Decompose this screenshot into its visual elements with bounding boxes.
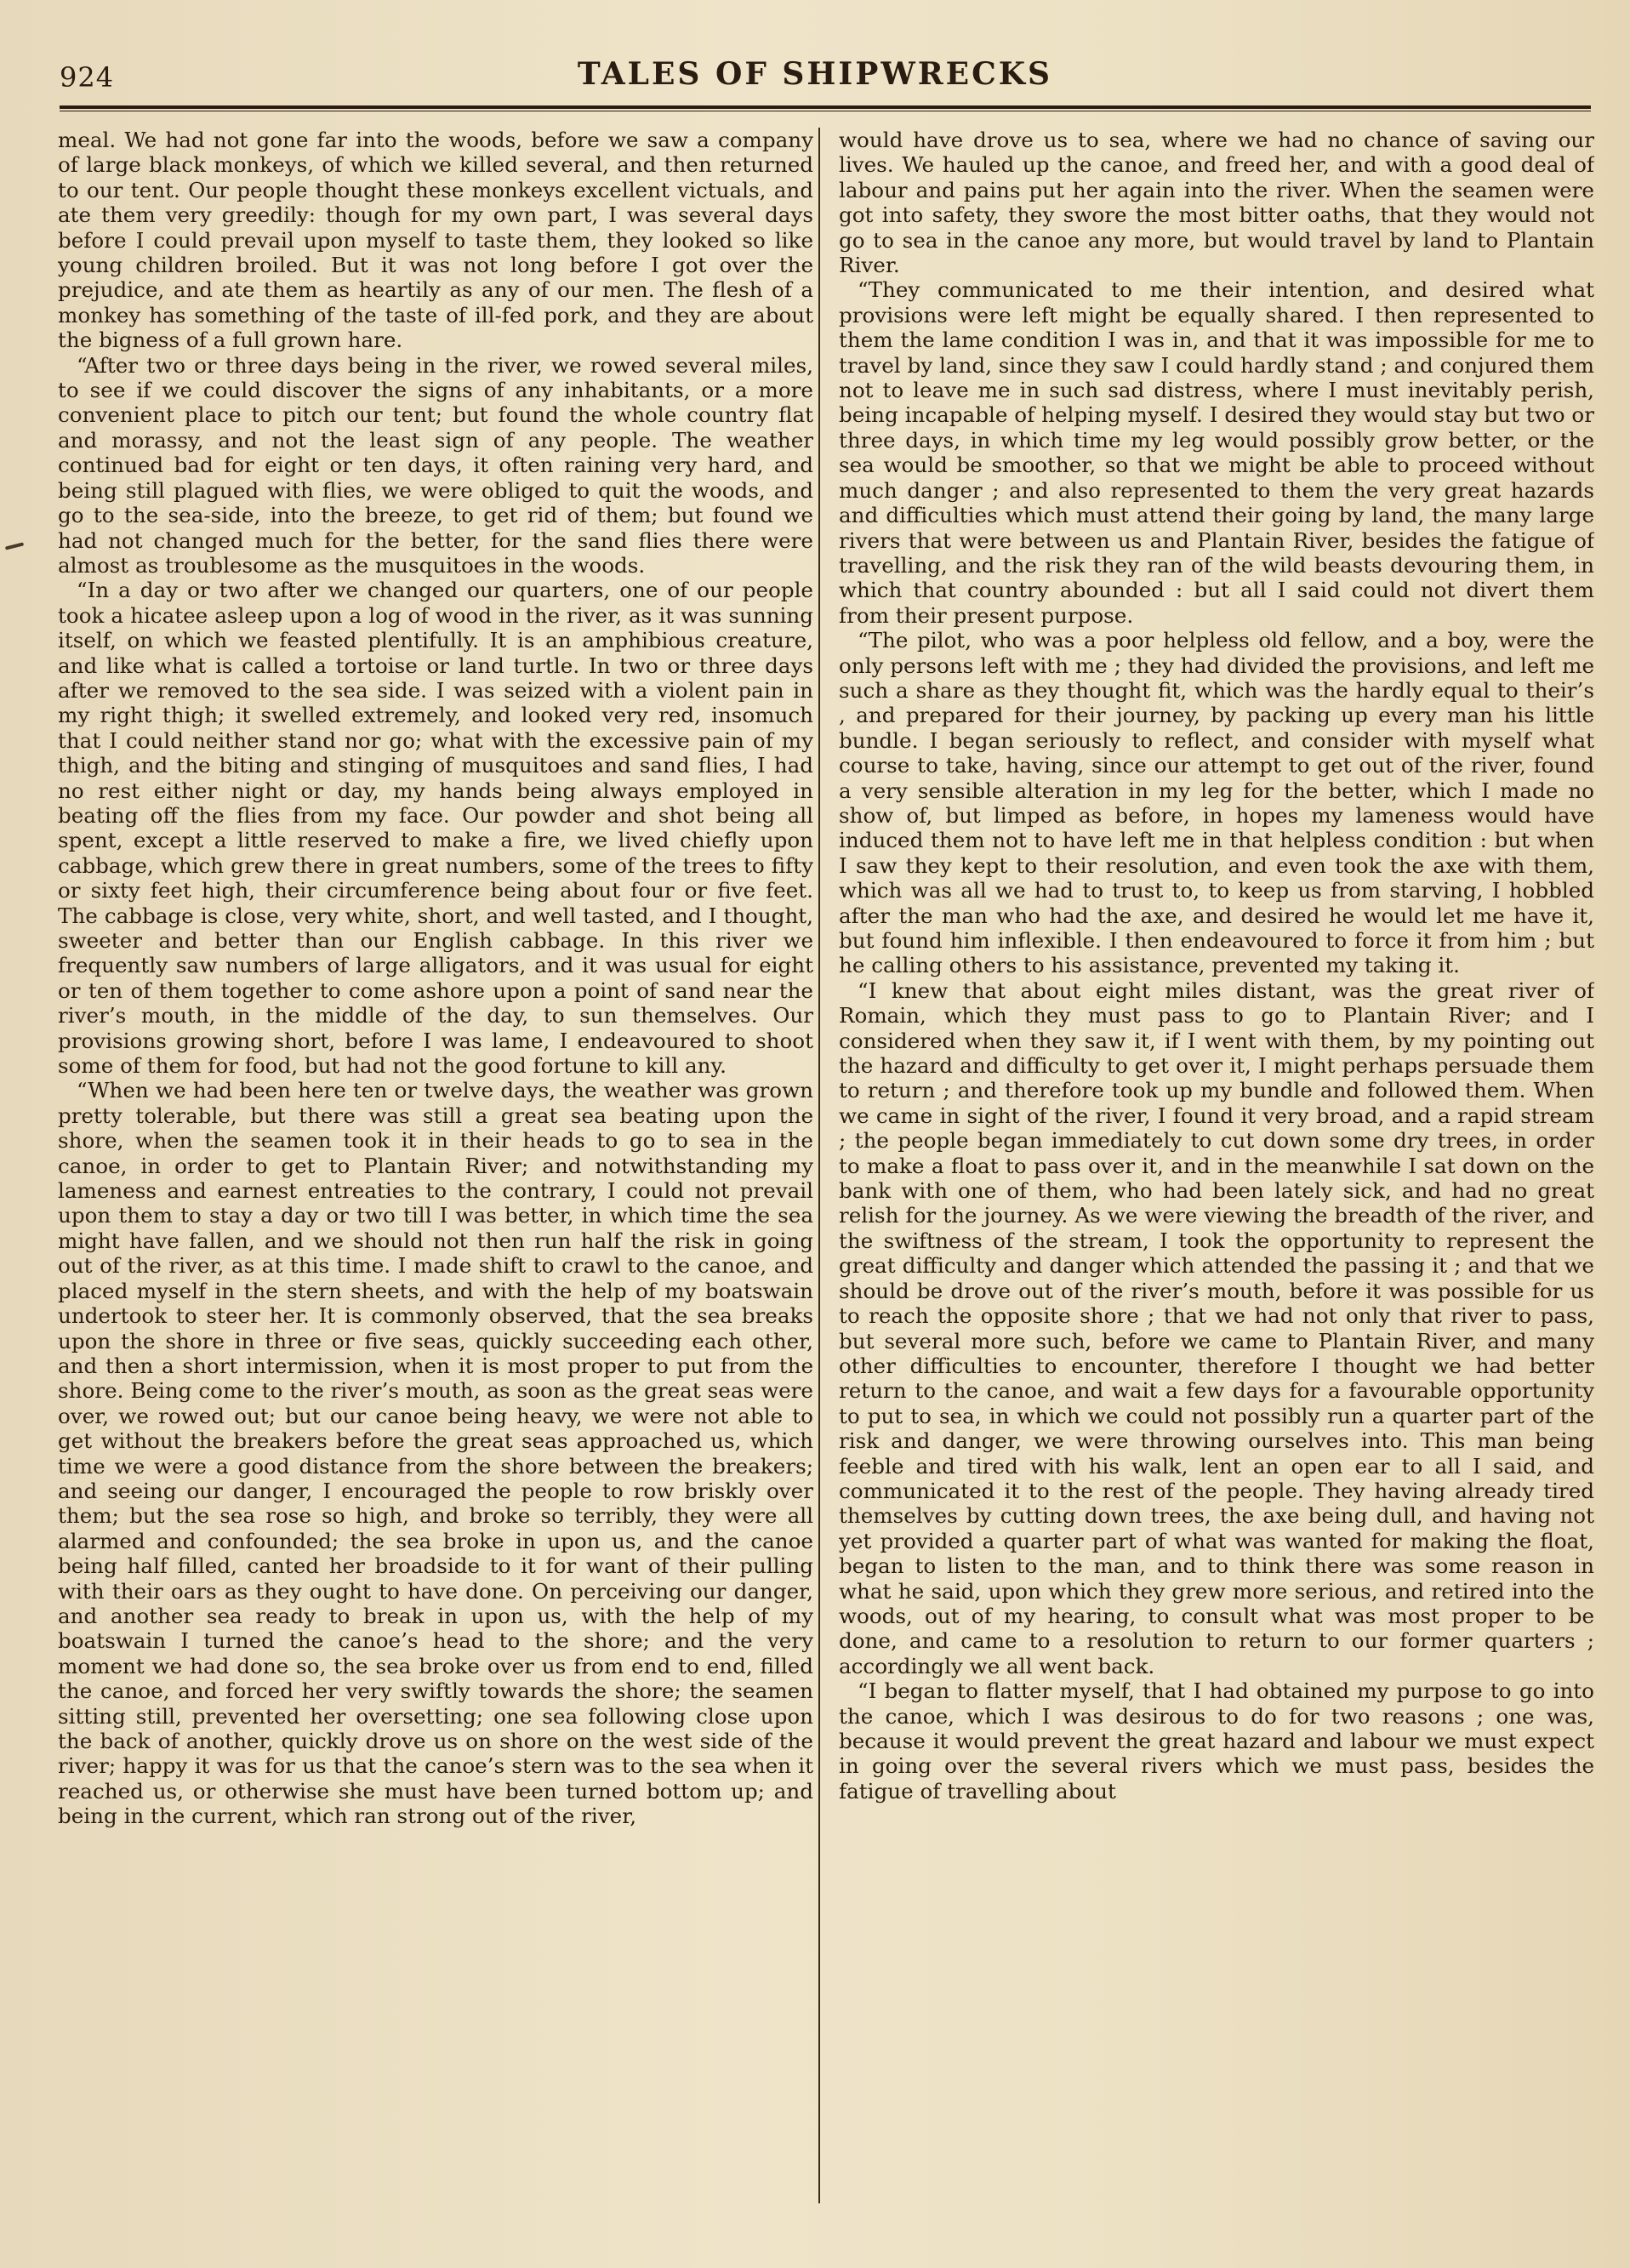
left-column <box>58 128 813 2203</box>
page-number: 924 <box>60 61 115 94</box>
left-paragraph: “When we had been here ten or twelve days, the weather was grown pretty tolerable, but there was still a great sea beating upon the shore, when the seamen took it in their heads to go to sea in the canoe, in order to get to Plantain River; and notwithstanding my lameness and earnest entreaties to the contrary, I could not prevail upon them to stay a day or two till I was better, in which time the sea might have fallen, and we should not then run half the risk in going out of the river, as at this time. I made shift to crawl to the canoe, and placed myself in the stern sheets, and with the help of my boatswain undertook to steer her. It is commonly observed, that the sea breaks upon the shore in three or five seas, quickly succeeding each other, and then a short intermission, when it is most proper to put from the shore. Being come to the river’s mouth, as soon as the great seas were over, we rowed out; but our canoe being heavy, we were not able to get without the breakers before the great seas approached us, which time we were a good distance from the shore between the breakers; and seeing our danger, I encouraged the people to row briskly over them; but the sea rose so high, and broke so terribly, they were all alarmed and confounded; the sea broke in upon us, and the canoe being half filled, canted her broadside to it for want of their pulling with their oars as they ought to have done. On perceiving our danger, and another sea ready to break in upon us, with the help of my boatswain I turned the canoe’s head to the shore; and the very moment we had done so, the sea broke over us from end to end, filled the canoe, and forced her very swiftly towards the shore; the seamen sitting still, prevented her oversetting; one sea following close upon the back of another, quickly drove us on shore on the west side of the river; happy it was for us that the canoe’s stern was to the sea when it reached us, or otherwise she must have been turned bottom up; and being in the current, which ran strong out of the river, <box>58 1078 813 1829</box>
right-paragraph: “I began to flatter myself, that I had obtained my purpose to go into the canoe, which I was desirous to do for two reasons ; one was, because it would prevent the great hazard and labour we must expect in going over the several rivers which we must pass, besides the fatigue of travelling about <box>839 1678 1594 1804</box>
header-rule <box>60 105 1591 111</box>
left-paragraph: “After two or three days being in the river, we rowed several miles, to see if we could discover the signs of any inhabitants, or a more convenient place to pitch our tent; but found the whole country flat and morassy, and not the least sign of any people. The weather continued bad for eight or ten days, it often raining very hard, and being still plagued with flies, we were obliged to quit the woods, and go to the sea-side, into the breeze, to get rid of them; but found we had not changed much for the better, for the sand flies there were almost as troublesome as the musquitoes in the woods. <box>58 352 813 578</box>
column-divider <box>818 128 820 2203</box>
left-paragraph: meal. We had not gone far into the woods, before we saw a company of large black monkeys, of which we killed several, and then returned to our tent. Our people thought these monkeys excellent victuals, and ate them very greedily: though for my own part, I was several days before I could prevail upon myself to taste them, they looked so like young children broiled. But it was not long before I got over the prejudice, and ate them as heartily as any of our men. The flesh of a monkey has something of the taste of ill-fed pork, and they are about the bigness of a full grown hare. <box>58 128 813 353</box>
left-paragraph: “In a day or two after we changed our quarters, one of our people took a hicatee asleep upon a log of wood in the river, as it was sunning itself, on which we feasted plentifully. It is an amphibious creature, and like what is called a tortoise or land turtle. In two or three days after we removed to the sea side. I was seized with a violent pain in my right thigh; it swelled extremely, and looked very red, insomuch that I could neither stand nor go; what with the excessive pain of my thigh, and the biting and stinging of musquitoes and sand flies, I had no rest either night or day, my hands being always employed in beating off the flies from my face. Our powder and shot being all spent, except a little reserved to make a fire, we lived chiefly upon cabbage, which grew there in great numbers, some of the trees to fifty or sixty feet high, their circumference being about four or five feet. The cabbage is close, very white, short, and well tasted, and I thought, sweeter and better than our English cabbage. In this river we frequently saw numbers of large alligators, and it was usual for eight or ten of them together to come ashore upon a point of sand near the river’s mouth, in the middle of the day, to sun themselves. Our provisions growing short, before I was lame, I endeavoured to shoot some of them for food, but had not the good fortune to kill any. <box>58 578 813 1079</box>
right-column <box>839 128 1594 2203</box>
right-paragraph: “The pilot, who was a poor helpless old fellow, and a boy, were the only persons left with me ; they had divided the provisions, and left me such a share as they thought fit, which was the hardly equal to their’s , and prepared for their journey, by packing up every man his little bundle. I began seriously to reflect, and consider with myself what course to take, having, since our attempt to get out of the river, found a very sensible alteration in my leg for the better, which I made no show of, but limped as before, in hopes my lameness would have induced them not to have left me in that helpless condition : but when I saw they kept to their resolution, and even took the axe with them, which was all we had to trust to, to keep us from starving, I hobbled after the man who had the axe, and desired he would let me have it, but found him inflexible. I then endeavoured to force it from him ; but he calling others to his assistance, prevented my taking it. <box>839 628 1594 978</box>
running-title: TALES OF SHIPWRECKS <box>577 56 1053 92</box>
right-paragraph: “I knew that about eight miles distant, was the great river of Romain, which they must pass to go to Plantain River; and I considered when they saw it, if I went with them, by my pointing out the hazard and difficulty to get over it, I might perhaps persuade them to return ; and therefore took up my bundle and followed them. When we came in sight of the river, I found it very broad, and a rapid stream ; the people began immediately to cut down some dry trees, in order to make a float to pass over it, and in the meanwhile I sat down on the bank with one of them, who had been lately sick, and had no great relish for the journey. As we were viewing the breadth of the river, and the swiftness of the stream, I took the opportunity to represent the great difficulty and danger which attended the passing it ; and that we should be drove out of the river’s mouth, before it was possible for us to reach the opposite shore ; that we had not only that river to pass, but several more such, before we came to Plantain River, and many other difficulties to encounter, therefore I thought we had better return to the canoe, and wait a few days for a favourable opportunity to put to sea, in which we could not possibly run a quarter part of the risk and danger, we were throwing ourselves into. This man being feeble and tired with his walk, lent an open ear to all I said, and communicated it to the rest of the people. They having already tired themselves by cutting down trees, the axe being dull, and having not yet provided a quarter part of what was wanted for making the float, began to listen to the man, and to think there was some reason in what he said, upon which they grew more serious, and retired into the woods, out of my hearing, to consult what was most proper to be done, and came to a resolution to return to our former quarters ; accordingly we all went back. <box>839 977 1594 1678</box>
right-paragraph: would have drove us to sea, where we had no chance of saving our lives. We hauled up the canoe, and freed her, and with a good deal of labour and pains put her again into the river. When the seamen were got into safety, they swore the most bitter oaths, that they would not go to sea in the canoe any more, but would travel by land to Plantain River. <box>839 128 1594 278</box>
right-paragraph: “They communicated to me their intention, and desired what provisions were left might be equally shared. I then represented to them the lame condition I was in, and that it was impossible for me to travel by land, since they saw I could hardly stand ; and conjured them not to leave me in such sad distress, where I must inevitably perish, being incapable of helping myself. I desired they would stay but two or three days, in which time my leg would possibly grow better, or the sea would be smoother, so that we might be able to proceed without much danger ; and also represented to them the very great hazards and difficulties which must attend their going by land, the many large rivers that were between us and Plantain River, besides the fatigue of travelling, and the risk they ran of the wild beasts devouring them, in which that country abounded : but all I said could not divert them from their present purpose. <box>839 277 1594 628</box>
margin-pencil-mark <box>5 542 24 550</box>
